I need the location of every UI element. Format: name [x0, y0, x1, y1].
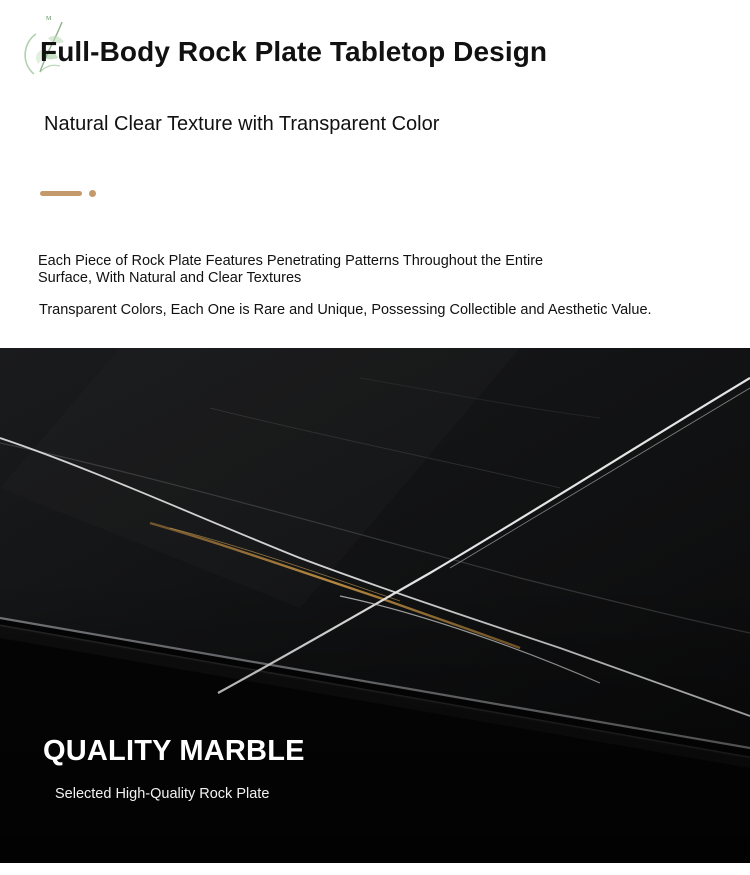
description-paragraph-1: Each Piece of Rock Plate Features Penetrating Patterns Throughout the Entire Surface, With Natural and Clear Textures [38, 253, 544, 286]
banner-caption: Selected High-Quality Rock Plate [55, 786, 270, 802]
page-subtitle: Natural Clear Texture with Transparent Color [44, 113, 440, 135]
marble-banner [0, 348, 750, 863]
page-title: Full-Body Rock Plate Tabletop Design [40, 36, 548, 67]
logo-letter: M [46, 16, 52, 22]
bottom-strip [0, 863, 750, 875]
decorative-divider-dot [89, 190, 96, 197]
description-paragraph-2: Transparent Colors, Each One is Rare and Unique, Possessing Collectible and Aesthetic Value. [39, 302, 652, 318]
banner-heading: QUALITY MARBLE [43, 735, 305, 767]
decorative-divider-bar [40, 191, 82, 196]
intro-section [0, 0, 750, 348]
